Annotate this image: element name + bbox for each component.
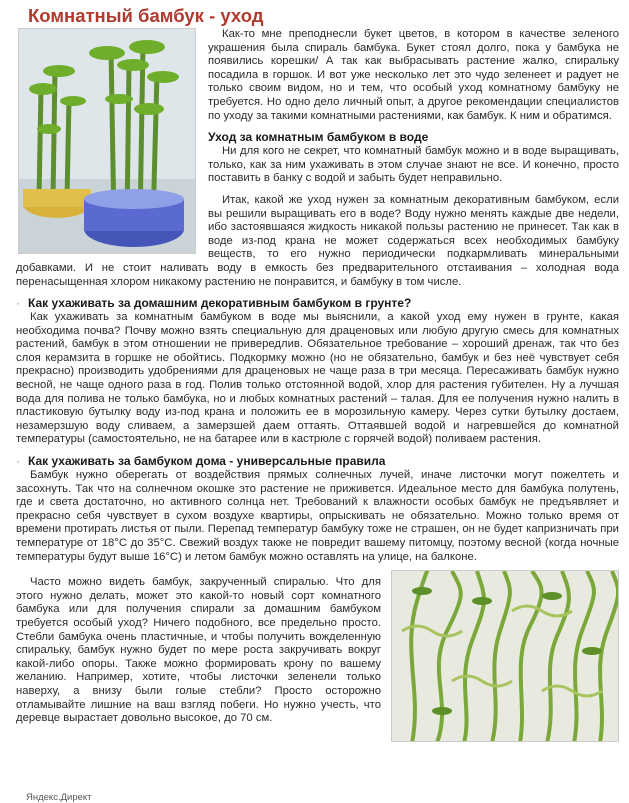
section-soil-paragraph: Как ухаживать за комнатным бамбуком в воде мы выяснили, а какой уход ему нужен в грунте, какая необходима почва? Почву можно взять специальную для драценовых или любую другую смесь для комнатных растений, бамбук в этом отношении не привередлив. Обязательное требование – хороший дренаж, так что без слоя керамзита в горшке не обойтись. Подкормку можно (но не обязательно, бамбук и без неё чувствует себя прекрасно) производить удобрениями для драценовых не чаще раза в три месяца. Пересаживать бамбук нужно весной, не чаще одного раза в год. Полив только отстоянной водой, хлор для растения губителен. Ну а лучшая вода для полива не только бамбука, но и любых комнатных растений – талая. Для ее получения нужно налить в пластиковую бутылку воду из-под крана и положить ее в морозильную камеру. Через сутки бутылку достаем, незамерзшую воду сливаем, а замерзшей даем оттаять. Оттаявшей водой и нагревшейся до комнатной температуры (самостоятельно, не на батарее или в кастрюле с горячей водой) поливаем растения. bbox=[16, 311, 619, 446]
heading-marker: · bbox=[16, 454, 20, 469]
section-rules-heading-text: Как ухаживать за бамбуком дома - универсальные правила bbox=[28, 454, 386, 469]
heading-marker: · bbox=[16, 296, 20, 311]
section-rules-paragraph-1: Бамбук нужно оберегать от воздействия прямых солнечных лучей, иначе листочки могут пожелтеть и засохнуть. Так что на солнечном окошке это растение не приживется. Идеальное место для бамбука полутень, где и света достаточно, но активного солнца нет. Требований к влажности особых бамбук не предъявляет и прекрасно себя чувствует в сухом воздухе квартиры, опрыскивать не обязательно. Можно только время от времени протирать листья от пыли. Перепад температур бамбуку тоже не страшен, он не будет капризничать при температуре от 18°С до 35°С. Свежий воздух также не повредит вашему питомцу, поэтому весной (когда ночные температуры будут выше 16°С) и летом бамбук можно оставлять на улице, на балконе. bbox=[16, 469, 619, 563]
section-rules-heading bbox=[16, 453, 619, 469]
section-water-heading: Уход за комнатным бамбуком в воде bbox=[208, 130, 429, 145]
yandex-direct-label[interactable]: Яндекс.Директ bbox=[26, 792, 92, 803]
intro-paragraph: Как-то мне преподнесли букет цветов, в котором в качестве зеленого украшения была спираль бамбука. Букет стоял долго, пока у бамбука не появились корешки/ А так как выбрасывать растение жалко, спиральку посадила в горшок. И вот уже несколько лет это чудо зеленеет и радует не только своим видом, но и тем, что особый уход комнатному бамбуку не требуется. Но одно дело личный опыт, а другое рекомендации специалистов по уходу за такими комнатными растениями, как бамбук. К ним и обратимся. bbox=[208, 28, 619, 122]
section-water-paragraph-1: Ни для кого не секрет, что комнатный бамбук можно и в воде выращивать, только, как за ним ухаживать в этом случае знают не все. И конечно, просто поставить в банку с водой и забыть будет неправильно. bbox=[208, 145, 619, 185]
bamboo-pots-photo bbox=[18, 28, 196, 254]
section-rules-paragraph-2: Часто можно видеть бамбук, закрученный спиралью. Что для этого нужно делать, может это какой-то новый сорт комнатного бамбука или для получения спирали за домашним бамбуком требуется особый уход? Ничего подобного, все предельно просто. Стебли бамбука очень пластичные, и чтобы получить вожделенную спиральку, бамбук нужно будет по мере роста закручивать вокруг какой-либо опоры. Также можно формировать крону по вашему желанию. Например, хотите, чтобы листочки зеленели только наверху, а внизу были голые стебли? Просто осторожно отламывайте лишние на ваш взгляд побеги. Но нужно учесть, что деревце вырастает довольно высокое, до 70 см. bbox=[16, 576, 381, 725]
page-title: Комнатный бамбук - уход bbox=[28, 5, 264, 26]
spiral-bamboo-photo bbox=[391, 570, 619, 742]
section-water-paragraph-2: Итак, какой же уход нужен за комнатным декоративным бамбуком, если вы решили выращивать его в воде? Воду нужно менять каждые две недели, ибо застоявшаяся жидкость никакой пользы растению не принесет. Так как в воде из-под крана не может содержаться всех необходимых бамбуку веществ, то его нужно периодически подкармливать минеральными добавками. И не стоит наливать воду в емкость без предварительного отстаивания – холодная вода перенасыщенная хлором никакому растению не понравится, и бамбуку в том числе. bbox=[16, 193, 619, 288]
section-soil-heading-text: Как ухаживать за домашним декоративным бамбуком в грунте? bbox=[28, 296, 412, 311]
section-soil-heading bbox=[16, 295, 619, 311]
